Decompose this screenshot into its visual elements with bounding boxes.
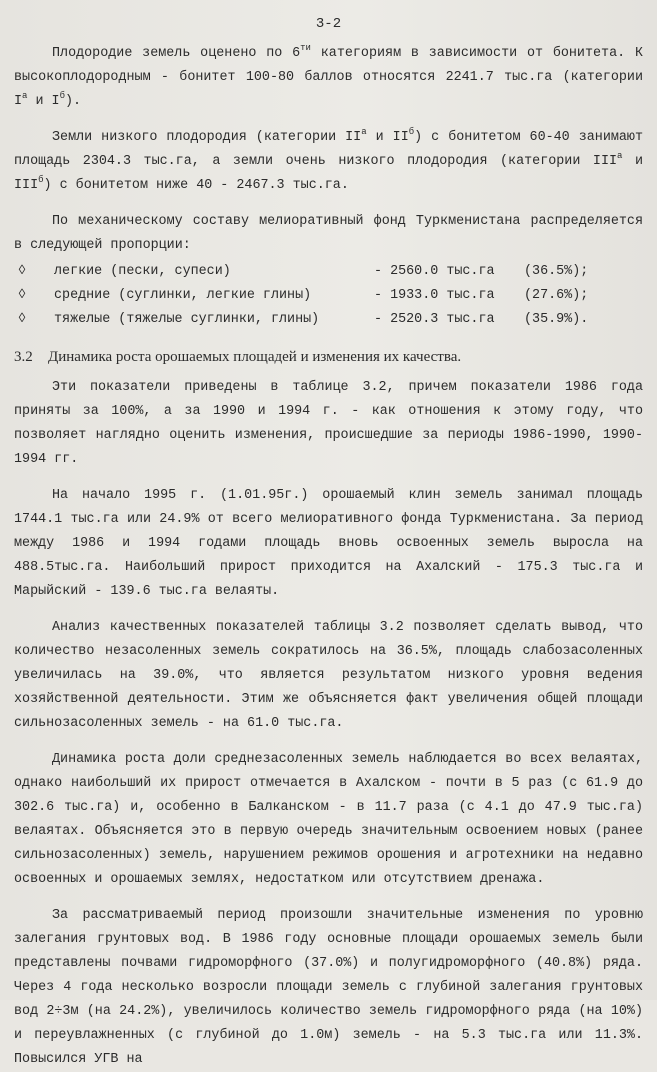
soil-percent: (35.9%). <box>524 312 589 327</box>
p2-sup-4: б <box>38 175 44 185</box>
paragraph-salinity-dynamics: Динамика роста доли среднезасоленных земель наблюдается во всех велаятах, однако наибольший их прирост отмечается в Ахалском - почти в 5 раз (с 61.9 до 302.6 тыс.га) и, особенно в Балканском - в 11.7 раза (с 4.1 до 47.9 тыс.га) велаятах. Объясняется это в первую очередь значительным освоением новых (ранее сильнозасоленных) земель, нарушением режимов орошения и агротехники на недавно освоенных и орошаемых землях, недостатком или отсутствием дренажа. <box>14 752 643 887</box>
p2-text-c: ) с бонитетом 60-40 занимают площадь 2304.3 тыс.га, а земли очень низкого плодородия (категории III <box>14 130 643 169</box>
section-number: 3.2 <box>14 349 33 365</box>
soil-amount: - 1933.0 тыс.га <box>374 288 495 303</box>
p1-text-b: категориям в зависимости от бонитета. К высокоплодородным - бонитет 100-80 баллов относятся 2241.7 тыс.га (категории I <box>14 46 643 109</box>
p1-text-c: и I <box>27 94 60 109</box>
p2-text-e: ) с бонитетом ниже 40 - 2467.3 тыс.га. <box>43 178 349 193</box>
soil-desc: средние (суглинки, легкие глины) <box>54 288 312 303</box>
diamond-bullet-icon: ◊ <box>18 288 27 303</box>
list-item <box>14 284 643 308</box>
page-number: 3-2 <box>315 16 342 32</box>
p1-sup-1: ти <box>300 43 311 53</box>
p2-text-d: и III <box>14 154 643 193</box>
diamond-bullet-icon: ◊ <box>18 312 27 327</box>
diamond-bullet-icon: ◊ <box>18 264 27 279</box>
p1-sup-3: б <box>59 91 66 101</box>
section-heading <box>14 346 643 368</box>
p2-sup-1: а <box>361 127 367 137</box>
list-item <box>14 260 643 284</box>
paragraph-low-fertility <box>14 126 643 198</box>
soil-amount: - 2520.3 тыс.га <box>374 312 495 327</box>
paragraph-table-indicators: Эти показатели приведены в таблице 3.2, причем показатели 1986 года приняты за 100%, а за 1990 и 1994 г. - как отношения к этому году, что позволяет наглядно оценить изменения, происшедшие за периоды 1986-1990, 1990-1994 гг. <box>14 380 643 467</box>
p1-text-d: ). <box>65 94 82 109</box>
soil-desc: легкие (пески, супеси) <box>54 264 231 279</box>
paragraph-groundwater-changes: За рассматриваемый период произошли значительные изменения по уровню залегания грунтовых вод. В 1986 году основные площади орошаемых земель были представлены почвами гидроморфного (37.0%) и полугидроморфного (40.8%) ряда. Через 4 года несколько возросли площади земель с глубиной залегания грунтовых вод 2÷3м (на 24.2%), увеличилось количество земель гидроморфного ряда (на 10%) и переувлажненных (с глубиной до 1.0м) земель - на 5.3 тыс.га или 11.3%. Повысился УГВ на <box>14 908 643 1067</box>
section-title: Динамика роста орошаемых площадей и изменения их качества. <box>48 349 462 365</box>
paragraph-fertility-categories <box>14 42 643 114</box>
paragraph-mechanical-composition: По механическому составу мелиоративный фонд Туркменистана распределяется в следующей пропорции: <box>14 214 643 253</box>
p2-sup-3: а <box>617 151 623 161</box>
paragraph-quality-analysis: Анализ качественных показателей таблицы 3.2 позволяет сделать вывод, что количество незасоленных земель сократилось на 36.5%, площадь слабозасоленных увеличилась на 39.0%, что является результатом низкого уровня ведения хозяйственной деятельности. Этим же объясняется факт увеличения общей площади сильнозасоленных земель - на 61.0 тыс.га. <box>14 620 643 731</box>
list-item <box>14 308 643 332</box>
p2-text-b: и II <box>366 130 409 145</box>
soil-composition-list <box>14 260 643 332</box>
soil-desc: тяжелые (тяжелые суглинки, глины) <box>54 312 320 327</box>
p2-text-a: Земли низкого плодородия (категории II <box>52 130 362 145</box>
paragraph-irrigated-area: На начало 1995 г. (1.01.95г.) орошаемый клин земель занимал площадь 1744.1 тыс.га или 24.9% от всего мелиоративного фонда Туркменистана. За период между 1986 и 1994 годами площадь вновь освоенных земель выросла на 488.5тыс.га. Наибольший прирост приходится на Ахалский - 175.3 тыс.га и Марыйский - 139.6 тыс.га велаяты. <box>14 488 643 599</box>
p1-text-a: Плодородие земель оценено по 6 <box>52 46 301 61</box>
p2-sup-2: б <box>408 127 415 137</box>
soil-percent: (27.6%); <box>524 288 589 303</box>
p1-sup-2: а <box>22 91 28 101</box>
soil-percent: (36.5%); <box>524 264 589 279</box>
soil-amount: - 2560.0 тыс.га <box>374 264 495 279</box>
